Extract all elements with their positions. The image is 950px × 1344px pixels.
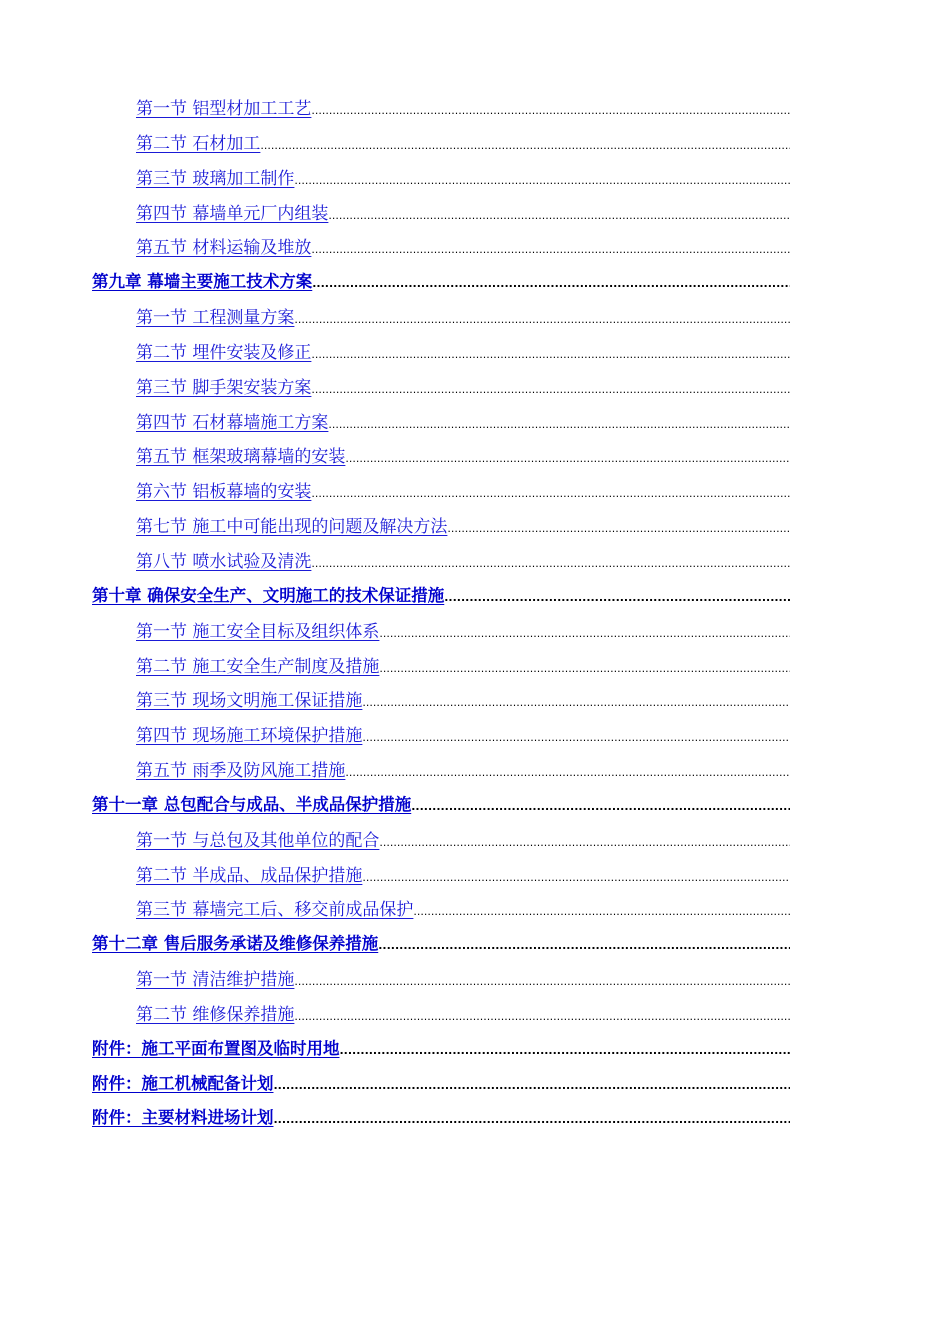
- dot-leader: [311, 557, 790, 570]
- toc-section-row: [92, 303, 790, 338]
- toc-section-row: [92, 512, 790, 547]
- dot-leader: [294, 975, 790, 988]
- toc-chapter-row: [92, 1035, 790, 1070]
- dot-leader: [274, 1113, 791, 1126]
- toc-section-row: [92, 547, 790, 582]
- dot-leader: [413, 905, 790, 918]
- toc-section-link[interactable]: 第三节 玻璃加工制作: [136, 168, 295, 189]
- dot-leader: [312, 277, 790, 290]
- dot-leader: [294, 313, 790, 326]
- toc-section-row: [92, 652, 790, 687]
- toc-chapter-link[interactable]: 第十章 确保安全生产、文明施工的技术保证措施: [92, 585, 445, 605]
- toc-section-link[interactable]: 第二节 施工安全生产制度及措施: [136, 656, 380, 677]
- dot-leader: [340, 1044, 791, 1057]
- toc-section-row: [92, 686, 790, 721]
- dot-leader: [379, 627, 790, 640]
- toc-chapter-link[interactable]: 第九章 幕墙主要施工技术方案: [92, 272, 313, 292]
- toc-section-link[interactable]: 第二节 维修保养措施: [136, 1004, 295, 1025]
- toc-section-row: [92, 895, 790, 930]
- toc-section-link[interactable]: 第一节 与总包及其他单位的配合: [136, 830, 380, 851]
- toc-chapter-link[interactable]: 第十二章 售后服务承诺及维修保养措施: [92, 934, 379, 954]
- toc-section-link[interactable]: 第五节 框架玻璃幕墙的安装: [136, 447, 346, 468]
- toc-section-link[interactable]: 第一节 施工安全目标及组织体系: [136, 621, 380, 642]
- toc-section-row: [92, 1000, 790, 1035]
- dot-leader: [379, 836, 790, 849]
- toc-section-row: [92, 826, 790, 861]
- toc-section-link[interactable]: 第四节 现场施工环境保护措施: [136, 726, 363, 747]
- dot-leader: [362, 871, 790, 884]
- dot-leader: [274, 1079, 791, 1092]
- toc-section-row: [92, 338, 790, 373]
- dot-leader: [379, 662, 790, 675]
- toc-chapter-row: [92, 268, 790, 303]
- toc-section-link[interactable]: 第八节 喷水试验及清洗: [136, 551, 312, 572]
- toc-section-link[interactable]: 第六节 铝板幕墙的安装: [136, 482, 312, 503]
- toc-section-link[interactable]: 第二节 半成品、成品保护措施: [136, 865, 363, 886]
- table-of-contents: [92, 94, 790, 1139]
- toc-section-link[interactable]: 第一节 工程测量方案: [136, 308, 295, 329]
- toc-section-link[interactable]: 第五节 材料运输及堆放: [136, 238, 312, 259]
- toc-section-row: [92, 94, 790, 129]
- toc-chapter-link[interactable]: 第十一章 总包配合与成品、半成品保护措施: [92, 794, 412, 814]
- toc-chapter-link[interactable]: 附件：施工平面布置图及临时用地: [92, 1038, 340, 1058]
- toc-chapter-row: [92, 582, 790, 617]
- dot-leader: [345, 452, 790, 465]
- toc-chapter-row: [92, 1070, 790, 1105]
- dot-leader: [311, 104, 790, 117]
- toc-section-row: [92, 477, 790, 512]
- toc-chapter-row: [92, 1104, 790, 1139]
- dot-leader: [294, 1010, 790, 1023]
- toc-section-link[interactable]: 第四节 幕墙单元厂内组装: [136, 203, 329, 224]
- dot-leader: [411, 800, 790, 813]
- toc-section-link[interactable]: 第五节 雨季及防风施工措施: [136, 761, 346, 782]
- toc-section-link[interactable]: 第二节 埋件安装及修正: [136, 342, 312, 363]
- dot-leader: [311, 348, 790, 361]
- dot-leader: [447, 522, 790, 535]
- toc-section-row: [92, 199, 790, 234]
- toc-section-row: [92, 129, 790, 164]
- toc-section-link[interactable]: 第一节 清洁维护措施: [136, 970, 295, 991]
- dot-leader: [362, 731, 790, 744]
- toc-section-link[interactable]: 第七节 施工中可能出现的问题及解决方法: [136, 517, 448, 538]
- toc-section-row: [92, 756, 790, 791]
- toc-section-row: [92, 965, 790, 1000]
- dot-leader: [345, 766, 790, 779]
- dot-leader: [311, 243, 790, 256]
- toc-section-link[interactable]: 第三节 幕墙完工后、移交前成品保护: [136, 900, 414, 921]
- dot-leader: [294, 174, 790, 187]
- toc-section-link[interactable]: 第三节 现场文明施工保证措施: [136, 691, 363, 712]
- dot-leader: [378, 939, 790, 952]
- toc-section-link[interactable]: 第三节 脚手架安装方案: [136, 377, 312, 398]
- toc-chapter-link[interactable]: 附件：施工机械配备计划: [92, 1073, 274, 1093]
- dot-leader: [311, 487, 790, 500]
- dot-leader: [328, 209, 790, 222]
- toc-section-row: [92, 164, 790, 199]
- toc-section-link[interactable]: 第一节 铝型材加工工艺: [136, 99, 312, 119]
- toc-chapter-row: [92, 791, 790, 826]
- toc-chapter-row: [92, 930, 790, 965]
- toc-chapter-link[interactable]: 附件：主要材料进场计划: [92, 1108, 274, 1128]
- toc-section-row: [92, 408, 790, 443]
- dot-leader: [444, 591, 790, 604]
- dot-leader: [260, 139, 790, 152]
- toc-section-link[interactable]: 第四节 石材幕墙施工方案: [136, 412, 329, 433]
- toc-section-row: [92, 373, 790, 408]
- toc-section-row: [92, 617, 790, 652]
- dot-leader: [311, 383, 790, 396]
- dot-leader: [362, 696, 790, 709]
- toc-section-link[interactable]: 第二节 石材加工: [136, 133, 261, 154]
- toc-section-row: [92, 721, 790, 756]
- toc-section-row: [92, 861, 790, 896]
- toc-section-row: [92, 442, 790, 477]
- dot-leader: [328, 418, 790, 431]
- toc-section-row: [92, 233, 790, 268]
